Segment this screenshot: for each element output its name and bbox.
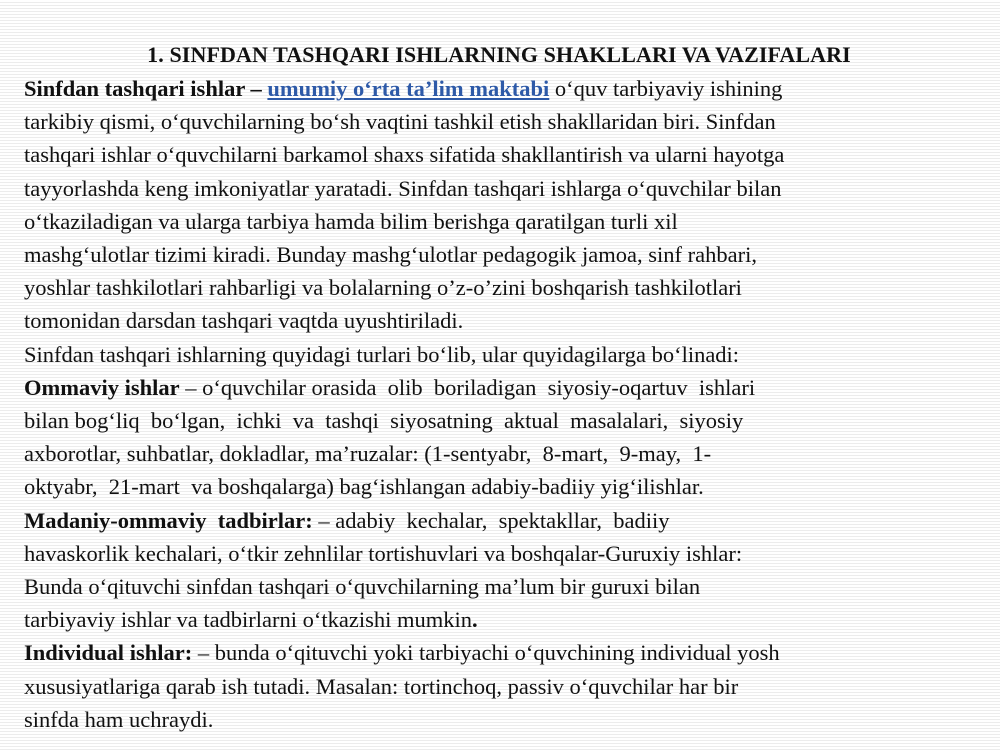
paragraph-types-intro: Sinfdan tashqari ishlarning quyidagi turlari bo‘lib, ular quyidagilarga bo‘linadi:	[24, 341, 740, 367]
text-line: havaskorlik kechalari, o‘tkir zehnlilar tortishuvlari va boshqalar-Guruxiy ishlar:	[24, 540, 743, 566]
text-span: – o‘quvchilar orasida olib boriladigan siyosiy-oqartuv ishlari	[179, 374, 756, 400]
text-span: o‘quv tarbiyaviy ishining	[554, 76, 783, 101]
text-line: tomonidan darsdan tashqari vaqtda uyushtiriladi.	[24, 308, 464, 334]
paragraph-definition	[24, 72, 974, 338]
period-bold: .	[472, 607, 478, 633]
text-line: oktyabr, 21-mart va boshqalarga) bag‘ishlangan adabiy-badiiy yig‘ilishlar.	[24, 474, 704, 500]
text-line	[24, 72, 974, 105]
text-line: o‘tkaziladigan va ularga tarbiya hamda bilim berishga qaratilgan turli xil	[24, 208, 678, 234]
text-span: – bunda o‘qituvchi yoki tarbiyachi o‘quvchining individual yosh	[192, 640, 780, 666]
text-span: tarbiyaviy ishlar va tadbirlarni o‘tkazishi mumkin	[24, 607, 473, 633]
term-bold: Individual ishlar:	[24, 640, 193, 666]
text-line	[24, 636, 974, 669]
text-line: sinfda ham uchraydi.	[24, 706, 214, 732]
text-line: tarkibiy qismi, o‘quvchilarning bo‘sh vaqtini tashkil etish shakllaridan biri. Sinfdan	[24, 109, 776, 135]
text-span: – adabiy kechalar, spektakllar, badiiy	[312, 507, 670, 533]
paragraph-madaniy-ommaviy	[24, 504, 974, 637]
paragraph-ommaviy-ishlar	[24, 371, 974, 504]
text-line: axborotlar, suhbatlar, dokladlar, ma’ruzalar: (1-sentyabr, 8-mart, 9-may, 1-	[24, 441, 712, 467]
term-bold: Ommaviy ishlar	[24, 374, 180, 400]
link-umumiy-orta-talim-maktabi[interactable]: umumiy o‘rta ta’lim maktabi	[267, 76, 550, 101]
text-line: mashg‘ulotlar tizimi kiradi. Bunday mashg‘ulotlar pedagogik jamoa, sinf rahbari,	[24, 242, 757, 268]
text-line: Bunda o‘qituvchi sinfdan tashqari o‘quvchilarning ma’lum bir guruxi bilan	[24, 574, 701, 600]
text-line: xususiyatlariga qarab ish tutadi. Masalan: tortinchoq, passiv o‘quvchilar har bir	[24, 673, 739, 699]
page-title: 1. SINFDAN TASHQARI ISHLARNING SHAKLLARI VA VAZIFALARI	[147, 42, 851, 67]
term-bold: Sinfdan tashqari ishlar –	[24, 76, 262, 101]
text-line: bilan bog‘liq bo‘lgan, ichki va tashqi siyosatning aktual masalalari, siyosiy	[24, 408, 744, 434]
text-line: tayyorlashda keng imkoniyatlar yaratadi. Sinfdan tashqari ishlarga o‘quvchilar bilan	[24, 175, 782, 201]
text-line	[24, 504, 974, 537]
text-line	[24, 603, 974, 636]
term-bold: Madaniy-ommaviy tadbirlar:	[24, 507, 313, 533]
paragraph-individual-ishlar	[24, 636, 974, 736]
text-line	[24, 371, 974, 404]
text-line: yoshlar tashkilotlari rahbarligi va bolalarning o’z-o’zini boshqarish tashkilotlari	[24, 275, 742, 301]
slide-content	[24, 42, 974, 736]
text-line: tashqari ishlar o‘quvchilarni barkamol shaxs sifatida shakllantirish va ularni hayotga	[24, 142, 785, 168]
